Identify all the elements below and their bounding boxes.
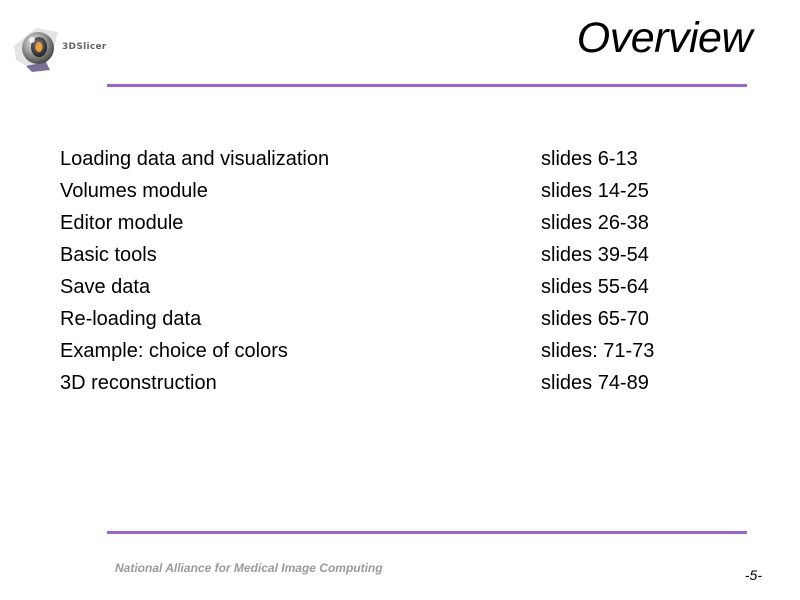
3dslicer-logo-icon: [12, 22, 62, 80]
footer-organization: National Alliance for Medical Image Computing: [115, 561, 383, 575]
agenda-slides: slides 6-13: [541, 148, 638, 170]
agenda-slides: slides 55-64: [541, 276, 649, 298]
agenda-topic: Volumes module: [60, 180, 208, 202]
agenda-topic: Save data: [60, 276, 151, 298]
page-title: Overview: [576, 14, 752, 62]
bottom-divider: [107, 531, 747, 534]
agenda-item: [60, 143, 700, 175]
slicer-logo: [12, 22, 122, 80]
agenda-item: [60, 239, 700, 271]
agenda-topic: Basic tools: [60, 244, 157, 266]
agenda-list: [60, 143, 700, 399]
agenda-slides: slides: 71-73: [541, 340, 655, 362]
agenda-slides: slides 14-25: [541, 180, 649, 202]
agenda-topic: Example: choice of colors: [60, 340, 288, 362]
agenda-slides: slides 39-54: [541, 244, 649, 266]
logo-text: 3DSlicer: [62, 42, 107, 52]
page-number: -5-: [744, 567, 762, 583]
agenda-item: [60, 335, 700, 367]
top-divider: [107, 84, 747, 87]
agenda-topic: Editor module: [60, 212, 184, 234]
agenda-item: [60, 175, 700, 207]
agenda-item: [60, 367, 700, 399]
agenda-slides: slides 65-70: [541, 308, 649, 330]
agenda-topic: 3D reconstruction: [60, 372, 217, 394]
agenda-item: [60, 303, 700, 335]
agenda-item: [60, 207, 700, 239]
agenda-slides: slides 74-89: [541, 372, 649, 394]
agenda-slides: slides 26-38: [541, 212, 649, 234]
agenda-item: [60, 271, 700, 303]
agenda-topic: Re-loading data: [60, 308, 202, 330]
agenda-topic: Loading data and visualization: [60, 148, 330, 170]
